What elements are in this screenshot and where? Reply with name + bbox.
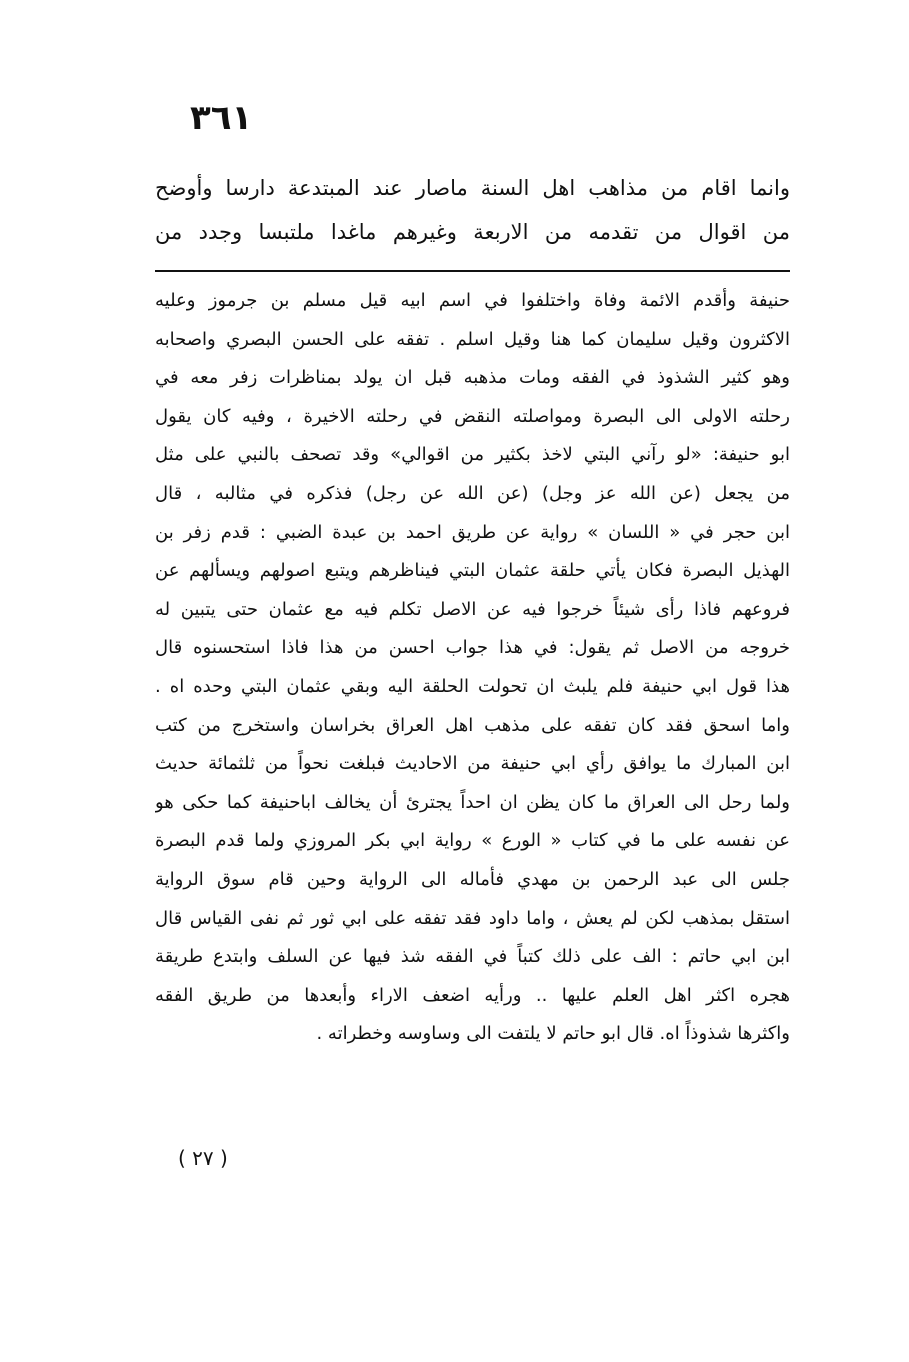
main-text-line: من اقوال من تقدمه من الاربعة وغيرهم ماغدا ملتبسا وجدد من	[155, 220, 790, 244]
footnote-line: عن نفسه على ما في كتاب « الورع » رواية ابي بكر المروزي ولما قدم البصرة	[155, 830, 790, 852]
footnote-line: الاكثرون وقيل سليمان كما هنا وقيل اسلم . تفقه على الحسن البصري واصحابه	[155, 328, 790, 350]
footnote-line: وهو كثير الشذوذ في الفقه ومات مذهبه قبل ان يولد بمناظرات زفر معه في	[155, 367, 790, 389]
footnote-line: ابن ابي حاتم : الف على ذلك كتباً في الفقه شذ فيها عن السلف وابتدع طريقة	[155, 946, 790, 968]
footnote-line: ابن حجر في « اللسان » رواية عن طريق احمد بن عبدة الضبي : قدم زفر بن	[155, 521, 790, 543]
footnote-separator	[155, 270, 790, 272]
footnote-line: ابن المبارك ما يوافق رأي ابي حنيفة من الاحاديث فبلغت نحواً من ثلثمائة حديث	[155, 753, 790, 775]
footnotes	[155, 282, 790, 1054]
footnote-line: ولما رحل الى العراق ما كان يظن ان احداً يجترئ أن يخالف اباحنيفة كما حكى هو	[155, 791, 790, 813]
footnote-line: هذا قول ابي حنيفة فلم يلبث ان تحولت الحلقة اليه وبقي عثمان البتي وحده اه .	[155, 675, 790, 697]
footnote-line: حنيفة وأقدم الائمة وفاة واختلفوا في اسم ابيه قيل مسلم بن جرموز وعليه	[155, 290, 790, 311]
footnote-line: واكثرها شذوذاً اه. قال ابو حاتم لا يلتفت الى وساوسه وخطراته .	[316, 1023, 790, 1045]
footnote-line: هجره اكثر اهل العلم عليها .. ورأيه اضعف الاراء وأبعدها من طريق الفقه	[155, 984, 790, 1006]
footnote-line: من يجعل (عن الله عز وجل) (عن الله عن رجل) فذكره في مثالبه ، قال	[155, 482, 790, 504]
main-text-line: وانما اقام من مذاهب اهل السنة ماصار عند المبتدعة دارسا وأوضح	[155, 176, 790, 200]
page-number: ٣٦١	[190, 98, 253, 138]
main-text	[155, 166, 790, 254]
footnote-line: ابو حنيفة: «لو رآني البتي لاخذ بكثير من اقوالي» وقد تصحف بالنبي على مثل	[155, 444, 790, 466]
footnote-line: الهذيل البصرة فكان يأتي حلقة عثمان البتي فيناظرهم ويتبع اصولهم ويسألهم عن	[155, 560, 790, 582]
signature-mark: ( ٢٧ )	[178, 1146, 228, 1170]
footnote-line: استقل بمذهب لكن لم يعش ، واما داود فقد تفقه على ابي ثور ثم نفى القياس قال	[155, 907, 790, 929]
footnote-line: واما اسحق فقد كان تفقه على مذهب اهل العراق بخراسان واستخرج من كتب	[155, 714, 790, 736]
footnote-line: رحلته الاولى الى البصرة ومواصلته النقض في رحلته الاخيرة ، وفيه كان يقول	[155, 405, 790, 427]
footnote-line: فروعهم فاذا رأى شيئاً خرجوا فيه عن الاصل تكلم فيه مع عثمان حتى يتبين له	[155, 598, 790, 620]
footnote-line: جلس الى عبد الرحمن بن مهدي فأماله الى الرواية وحين قام سوق الرواية	[155, 868, 790, 890]
footnote-line: خروجه من الاصل ثم يقول: في هذا جواب احسن من هذا فاذا استحسنوه قال	[155, 637, 790, 659]
